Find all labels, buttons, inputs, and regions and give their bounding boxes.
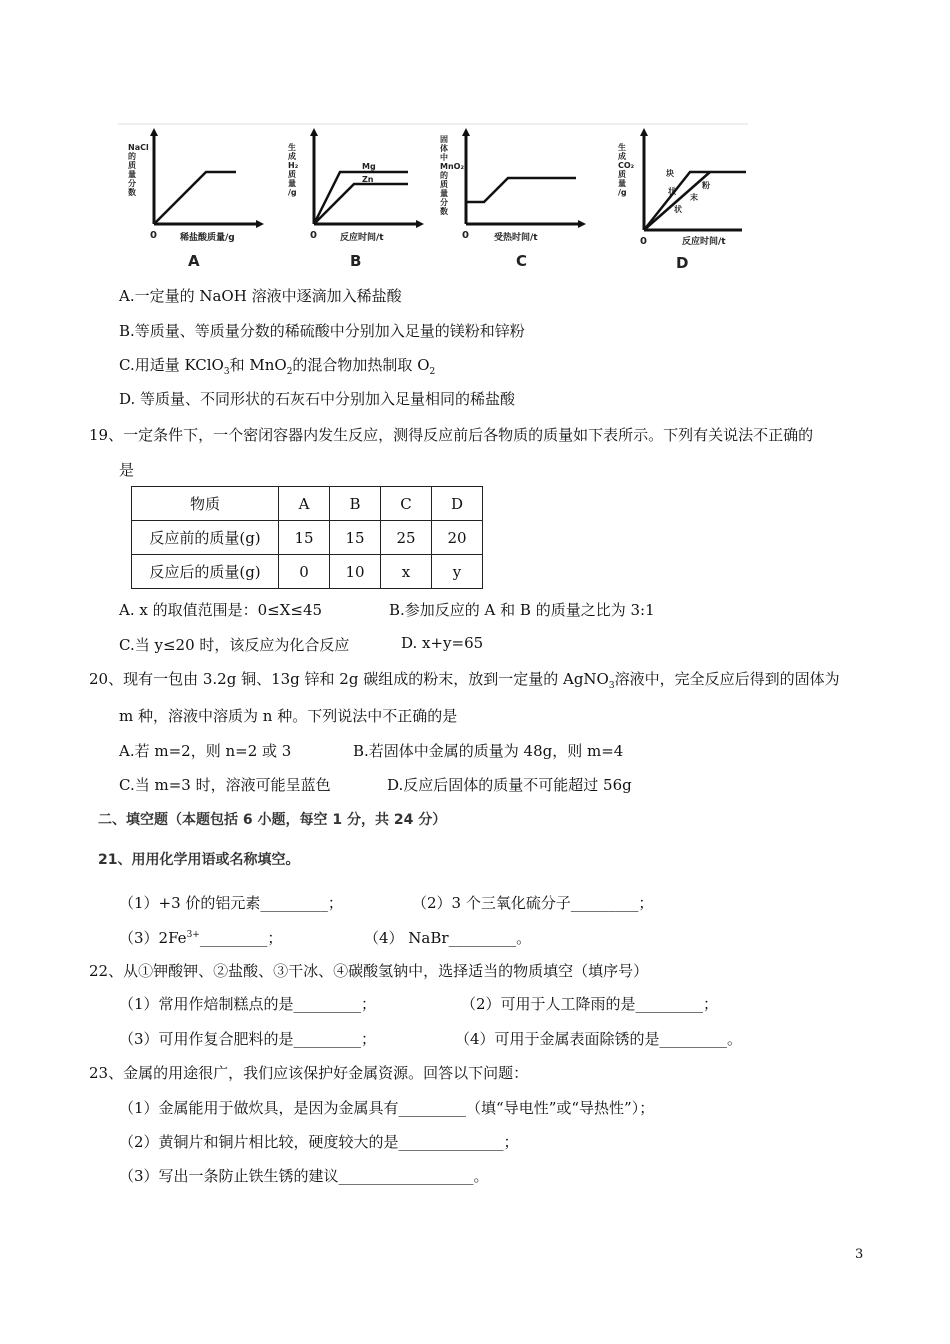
graph-c-xlabel: 受热时间/t bbox=[494, 233, 538, 243]
graph-a-origin: 0 bbox=[150, 230, 157, 241]
table-cell: 反应前的质量(g) bbox=[132, 521, 279, 555]
q20-option-a: A.若 m=2，则 n=2 或 3 bbox=[119, 742, 292, 760]
q20-stem-line2: m 种，溶液中溶质为 n 种。下列说法中不正确的是 bbox=[119, 707, 458, 725]
q22-part4: （4）可用于金属表面除锈的是_________。 bbox=[455, 1030, 743, 1048]
graph-b bbox=[288, 128, 424, 270]
q21-part1: （1）+3 价的铝元素_________； bbox=[119, 894, 343, 912]
graph-b-series-zn: Zn bbox=[362, 175, 374, 184]
table-cell: 10 bbox=[330, 555, 381, 589]
graph-a bbox=[127, 128, 264, 270]
table-cell: 0 bbox=[279, 555, 330, 589]
graph-b-ylabel bbox=[288, 142, 299, 197]
q18-c-part2: 和 MnO bbox=[229, 356, 287, 374]
graph-ylabel-char: 质 bbox=[128, 161, 136, 170]
graph-ylabel-char: 量 bbox=[288, 179, 296, 188]
table-cell: A bbox=[279, 487, 330, 521]
graph-a-label: A bbox=[188, 252, 200, 270]
q23-part3: （3）写出一条防止铁生锈的建议__________________。 bbox=[119, 1167, 489, 1185]
graph-ylabel-char: 量 bbox=[128, 170, 136, 179]
graph-ylabel-char: 量 bbox=[618, 179, 626, 188]
graph-ylabel-char: 分 bbox=[128, 179, 136, 188]
graph-d-series-1: 块 bbox=[666, 169, 674, 178]
graph-ylabel-char: H₂ bbox=[288, 161, 299, 170]
q21-stem: 21、用用化学用语或名称填空。 bbox=[98, 852, 300, 868]
q18-option-b: B.等质量、等质量分数的稀硫酸中分别加入足量的镁粉和锌粉 bbox=[119, 322, 525, 340]
q19-option-b: B.参加反应的 A 和 B 的质量之比为 3:1 bbox=[389, 601, 655, 619]
graph-b-label: B bbox=[350, 252, 362, 270]
graph-d-series-4: 末 bbox=[690, 193, 698, 202]
table-row bbox=[132, 521, 483, 555]
graph-b-xlabel: 反应时间/t bbox=[340, 233, 384, 243]
table-row bbox=[132, 487, 483, 521]
graph-d-label: D bbox=[676, 254, 689, 272]
q18-c-part1: C.用适量 KClO bbox=[119, 356, 224, 374]
q21-part2: （2）3 个三氧化硫分子_________； bbox=[412, 894, 654, 912]
q22-part2: （2）可用于人工降雨的是_________； bbox=[461, 995, 719, 1013]
table-cell: D bbox=[432, 487, 483, 521]
graph-ylabel-char: 的 bbox=[128, 152, 136, 161]
graph-d bbox=[618, 128, 746, 272]
graph-c-origin: 0 bbox=[462, 230, 469, 241]
graph-d-ylabel bbox=[618, 142, 635, 197]
q18-option-d: D. 等质量、不同形状的石灰石中分别加入足量相同的稀盐酸 bbox=[119, 390, 516, 408]
table-cell: x bbox=[381, 555, 432, 589]
table-cell: B bbox=[330, 487, 381, 521]
graph-d-xlabel: 反应时间/t bbox=[682, 237, 726, 247]
graph-d-series-5: 状 bbox=[674, 205, 682, 214]
q21-p3-post: _________； bbox=[199, 929, 283, 947]
graph-ylabel-char: 成 bbox=[618, 152, 626, 161]
graph-a-xlabel: 稀盐酸质量/g bbox=[180, 233, 235, 243]
graph-ylabel-char: 数 bbox=[440, 207, 448, 216]
graph-c-label: C bbox=[516, 252, 528, 270]
graph-ylabel-char: 体 bbox=[440, 144, 448, 153]
q22-part3: （3）可用作复合肥料的是_________； bbox=[119, 1030, 377, 1048]
q18-c-sub2: 2 bbox=[286, 367, 293, 377]
table-cell: 反应后的质量(g) bbox=[132, 555, 279, 589]
q20-stem-line1 bbox=[89, 668, 840, 691]
q20-option-d: D.反应后固体的质量不可能超过 56g bbox=[387, 776, 632, 794]
q20-stem-part2: 溶液中，完全反应后得到的固体为 bbox=[614, 670, 840, 688]
q23-part1: （1）金属能用于做炊具，是因为金属具有_________（填“导电性”或“导热性”）； bbox=[119, 1099, 655, 1117]
graph-ylabel-char: 数 bbox=[128, 188, 136, 197]
q22-stem: 22、从①钾酸钾、②盐酸、③干冰、④碳酸氢钠中，选择适当的物质填空（填序号） bbox=[89, 962, 649, 980]
graph-ylabel-char: 生 bbox=[618, 143, 626, 152]
q19-option-d: D. x+y=65 bbox=[401, 634, 484, 652]
graph-c bbox=[439, 128, 586, 270]
table-cell: 15 bbox=[279, 521, 330, 555]
graph-d-series-2: 状 bbox=[668, 187, 676, 196]
graph-ylabel-char: 量 bbox=[440, 189, 448, 198]
graph-b-origin: 0 bbox=[310, 230, 317, 241]
graph-ylabel-char: CO₂ bbox=[618, 161, 635, 170]
graph-ylabel-char: /g bbox=[288, 188, 297, 197]
q18-c-sub1: 3 bbox=[223, 367, 230, 377]
graph-c-ylabel bbox=[439, 134, 464, 216]
graph-ylabel-char: 生 bbox=[288, 143, 296, 152]
graph-ylabel-char: 质 bbox=[288, 170, 296, 179]
q20-option-b: B.若固体中金属的质量为 48g，则 m=4 bbox=[353, 742, 624, 760]
graph-ylabel-char: 中 bbox=[440, 153, 448, 162]
q18-c-sub3: 2 bbox=[429, 367, 436, 377]
table-cell: 20 bbox=[432, 521, 483, 555]
q21-p3-sup: 3+ bbox=[186, 930, 200, 940]
graph-ylabel-char: /g bbox=[618, 188, 627, 197]
graph-ylabel-char: MnO₂ bbox=[440, 162, 464, 171]
graph-b-series-mg: Mg bbox=[362, 162, 376, 171]
q18-c-part3: 的混合物加热制取 O bbox=[292, 356, 430, 374]
q23-stem: 23、金属的用途很广，我们应该保护好金属资源。回答以下问题： bbox=[89, 1064, 529, 1082]
table-cell: 物质 bbox=[132, 487, 279, 521]
graph-ylabel-char: 质 bbox=[618, 170, 626, 179]
table-cell: 25 bbox=[381, 521, 432, 555]
q21-part3 bbox=[119, 927, 282, 948]
section-heading: 二、填空题（本题包括 6 小题，每空 1 分，共 24 分） bbox=[98, 812, 447, 828]
table-row bbox=[132, 555, 483, 589]
graphs-svg bbox=[118, 122, 748, 272]
q23-part2: （2）黄铜片和铜片相比较，硬度较大的是______________； bbox=[119, 1133, 519, 1151]
graph-d-series-3: 粉 bbox=[702, 181, 710, 190]
q20-option-c: C.当 m=3 时，溶液可能呈蓝色 bbox=[119, 776, 331, 794]
graph-ylabel-char: 成 bbox=[288, 152, 296, 161]
q19-table bbox=[131, 486, 483, 589]
q18-option-a: A.一定量的 NaOH 溶液中逐滴加入稀盐酸 bbox=[119, 287, 402, 305]
graph-d-origin: 0 bbox=[640, 236, 647, 247]
table-cell: C bbox=[381, 487, 432, 521]
graph-ylabel-char: 分 bbox=[440, 198, 448, 207]
q19-stem-line2: 是 bbox=[119, 461, 135, 479]
q19-option-c: C.当 y≤20 时，该反应为化合反应 bbox=[119, 636, 350, 654]
q18-option-c bbox=[119, 354, 435, 377]
graph-a-ylabel bbox=[127, 143, 149, 197]
graph-ylabel-char: NaCl bbox=[128, 143, 149, 152]
q19-option-a: A. x 的取值范围是：0≤X≤45 bbox=[119, 601, 323, 619]
q20-stem-sub: 3 bbox=[608, 681, 615, 691]
graph-ylabel-char: 的 bbox=[440, 171, 448, 180]
q22-part1: （1）常用作焙制糕点的是_________； bbox=[119, 995, 377, 1013]
table-cell: y bbox=[432, 555, 483, 589]
q19-stem-line1: 19、一定条件下，一个密闭容器内发生反应，测得反应前后各物质的质量如下表所示。下列有关说法不正确的 bbox=[89, 426, 814, 444]
table-cell: 15 bbox=[330, 521, 381, 555]
graphs-figure bbox=[118, 122, 748, 272]
q21-part4: （4） NaBr_________。 bbox=[364, 929, 532, 947]
q20-stem-part1: 20、现有一包由 3.2g 铜、13g 锌和 2g 碳组成的粉末，放到一定量的 AgNO bbox=[89, 670, 609, 688]
graph-ylabel-char: 质 bbox=[440, 180, 448, 189]
page-number: 3 bbox=[855, 1247, 864, 1262]
q21-p3-pre: （3）2Fe bbox=[119, 929, 187, 947]
graph-ylabel-char: 固 bbox=[440, 135, 448, 144]
